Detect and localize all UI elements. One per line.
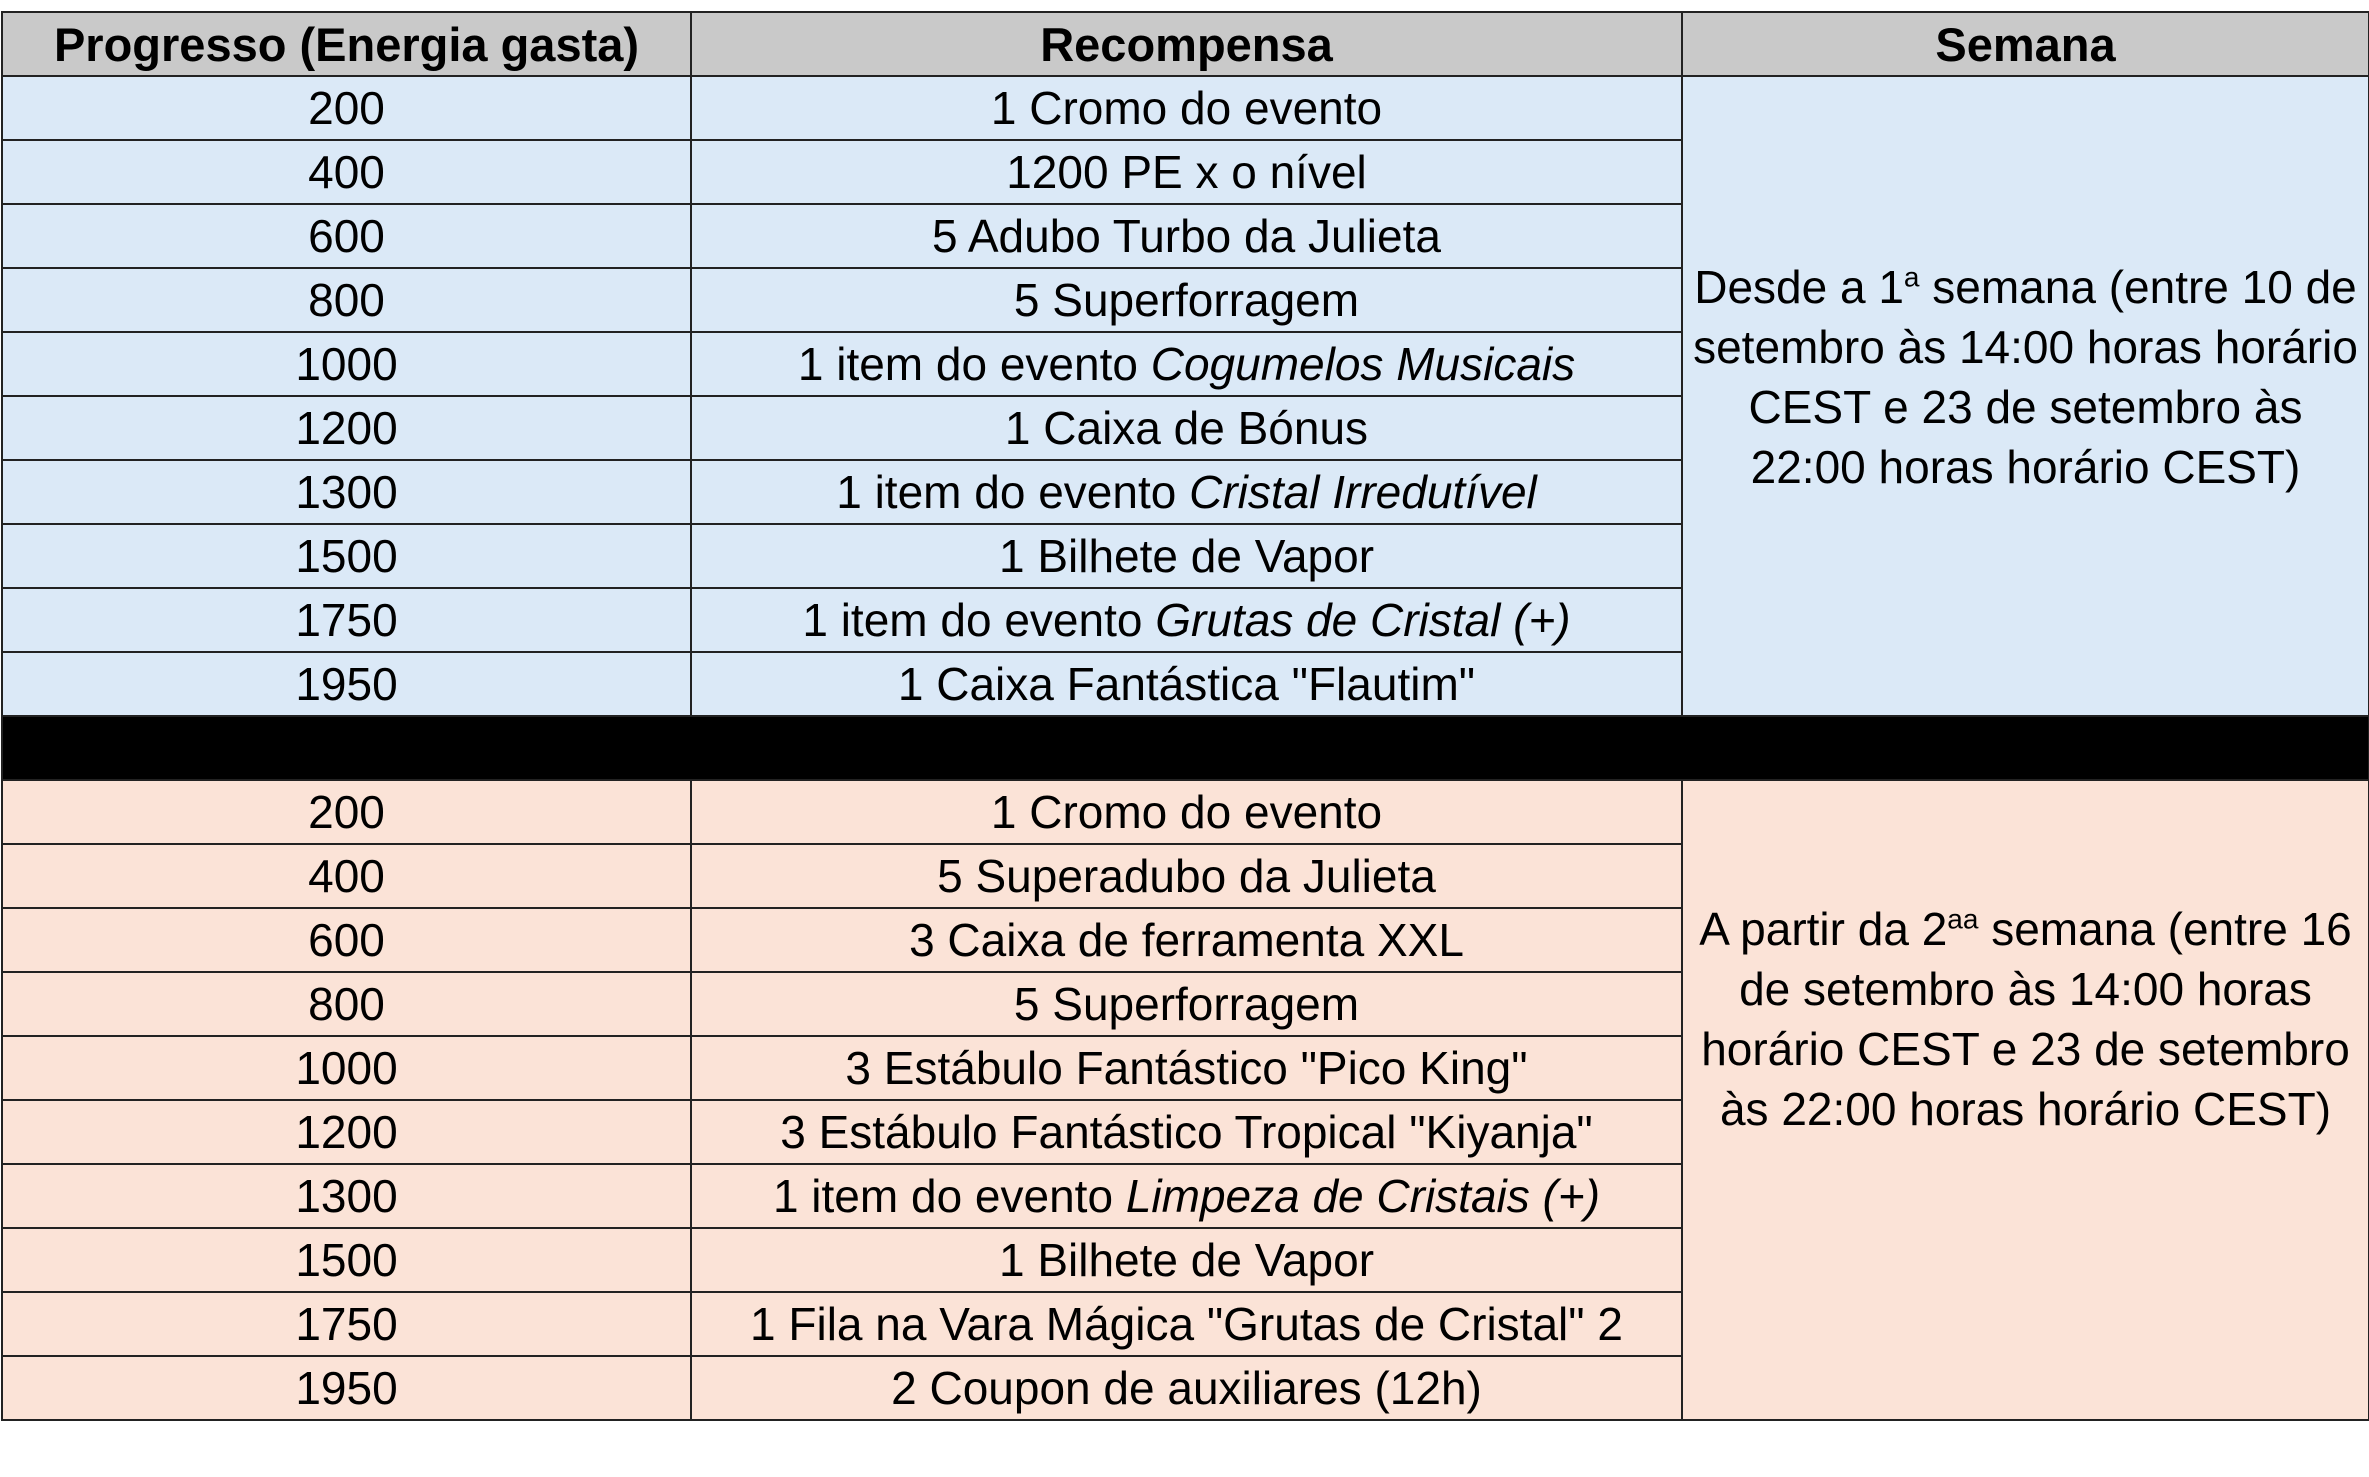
reward-text: 3 Caixa de ferramenta XXL [909,914,1464,966]
section-separator [2,716,2369,780]
rewards-table [1,11,2369,1421]
reward-cell [691,204,1682,268]
reward-event-name: Cristal Irredutível [1189,466,1537,518]
week-period-cell [1682,780,2369,1420]
reward-text: 5 Superadubo da Julieta [937,850,1436,902]
reward-cell [691,908,1682,972]
progress-cell: 200 [2,76,691,140]
week-period-cell [1682,76,2369,716]
progress-cell: 600 [2,204,691,268]
reward-text: 1 Bilhete de Vapor [998,530,1375,582]
progress-cell: 1950 [2,1356,691,1420]
reward-cell [691,460,1682,524]
reward-cell [691,1292,1682,1356]
header-progress: Progresso (Energia gasta) [2,12,691,76]
week-period-text-rest: semana (entre 10 de setembro às 14:00 horas horário CEST e 23 de setembro às 22:00 horas horário CEST) [1693,261,2358,493]
reward-cell [691,1228,1682,1292]
reward-cell [691,268,1682,332]
reward-text: 1 Bilhete de Vapor [998,1234,1375,1286]
reward-text: 3 Estábulo Fantástico Tropical "Kiyanja" [780,1106,1593,1158]
progress-cell: 1200 [2,1100,691,1164]
header-row [2,12,2369,76]
progress-cell: 1200 [2,396,691,460]
reward-cell [691,1100,1682,1164]
progress-cell: 600 [2,908,691,972]
progress-cell: 400 [2,140,691,204]
reward-text: 1 Cromo do evento [990,786,1383,838]
reward-cell [691,1164,1682,1228]
table-row [2,780,2369,844]
separator-bar [2,716,2369,780]
week-period-text: Desde a 1 [1694,261,1904,313]
week-period-text: A partir da 2 [1699,903,1948,955]
reward-text: 2 Coupon de auxiliares (12h) [891,1362,1482,1414]
reward-cell [691,1356,1682,1420]
progress-cell: 1500 [2,1228,691,1292]
header-reward: Recompensa [691,12,1682,76]
reward-cell [691,76,1682,140]
progress-cell: 1750 [2,588,691,652]
reward-text: 1 Caixa Fantástica "Flautim" [897,658,1476,710]
reward-text: 5 Adubo Turbo da Julieta [932,210,1441,262]
reward-text: 1 Caixa de Bónus [1004,402,1369,454]
reward-cell [691,972,1682,1036]
table-row [2,76,2369,140]
progress-cell: 1000 [2,332,691,396]
rewards-table-container [0,11,2369,1421]
reward-text: 5 Superforragem [1013,274,1360,326]
reward-cell [691,332,1682,396]
progress-cell: 800 [2,972,691,1036]
progress-cell: 1500 [2,524,691,588]
reward-cell [691,524,1682,588]
reward-text: 5 Superforragem [1013,978,1360,1030]
reward-text: 1 Cromo do evento [990,82,1383,134]
progress-cell: 1950 [2,652,691,716]
reward-text: 3 Estábulo Fantástico "Pico King" [845,1042,1528,1094]
progress-cell: 400 [2,844,691,908]
reward-event-name: Limpeza de Cristais (+) [1125,1170,1601,1222]
progress-cell: 1300 [2,1164,691,1228]
progress-cell: 200 [2,780,691,844]
progress-cell: 1300 [2,460,691,524]
reward-text: 1 item do evento [797,338,1151,390]
reward-text: 1 item do evento [836,466,1190,518]
rewards-table-body [2,76,2369,1420]
reward-cell [691,140,1682,204]
reward-text: 1 item do evento [802,594,1156,646]
reward-text: 1 Fila na Vara Mágica "Grutas de Cristal" 2 [750,1298,1623,1350]
header-week: Semana [1682,12,2369,76]
reward-cell [691,588,1682,652]
week-period-text-rest: semana (entre 16 de setembro às 14:00 horas horário CEST e 23 de setembro às 22:00 horas horário CEST) [1701,903,2352,1135]
progress-cell: 1750 [2,1292,691,1356]
progress-cell: 1000 [2,1036,691,1100]
reward-cell [691,1036,1682,1100]
reward-event-name: Grutas de Cristal (+) [1155,594,1571,646]
reward-cell [691,780,1682,844]
progress-cell: 800 [2,268,691,332]
reward-text: 1200 PE x o nível [1006,146,1367,198]
reward-cell [691,844,1682,908]
reward-event-name: Cogumelos Musicais [1150,338,1576,390]
ordinal-superscript: aa [1947,903,1979,935]
reward-cell [691,652,1682,716]
reward-cell [691,396,1682,460]
ordinal-superscript: a [1903,261,1920,293]
reward-text: 1 item do evento [772,1170,1126,1222]
